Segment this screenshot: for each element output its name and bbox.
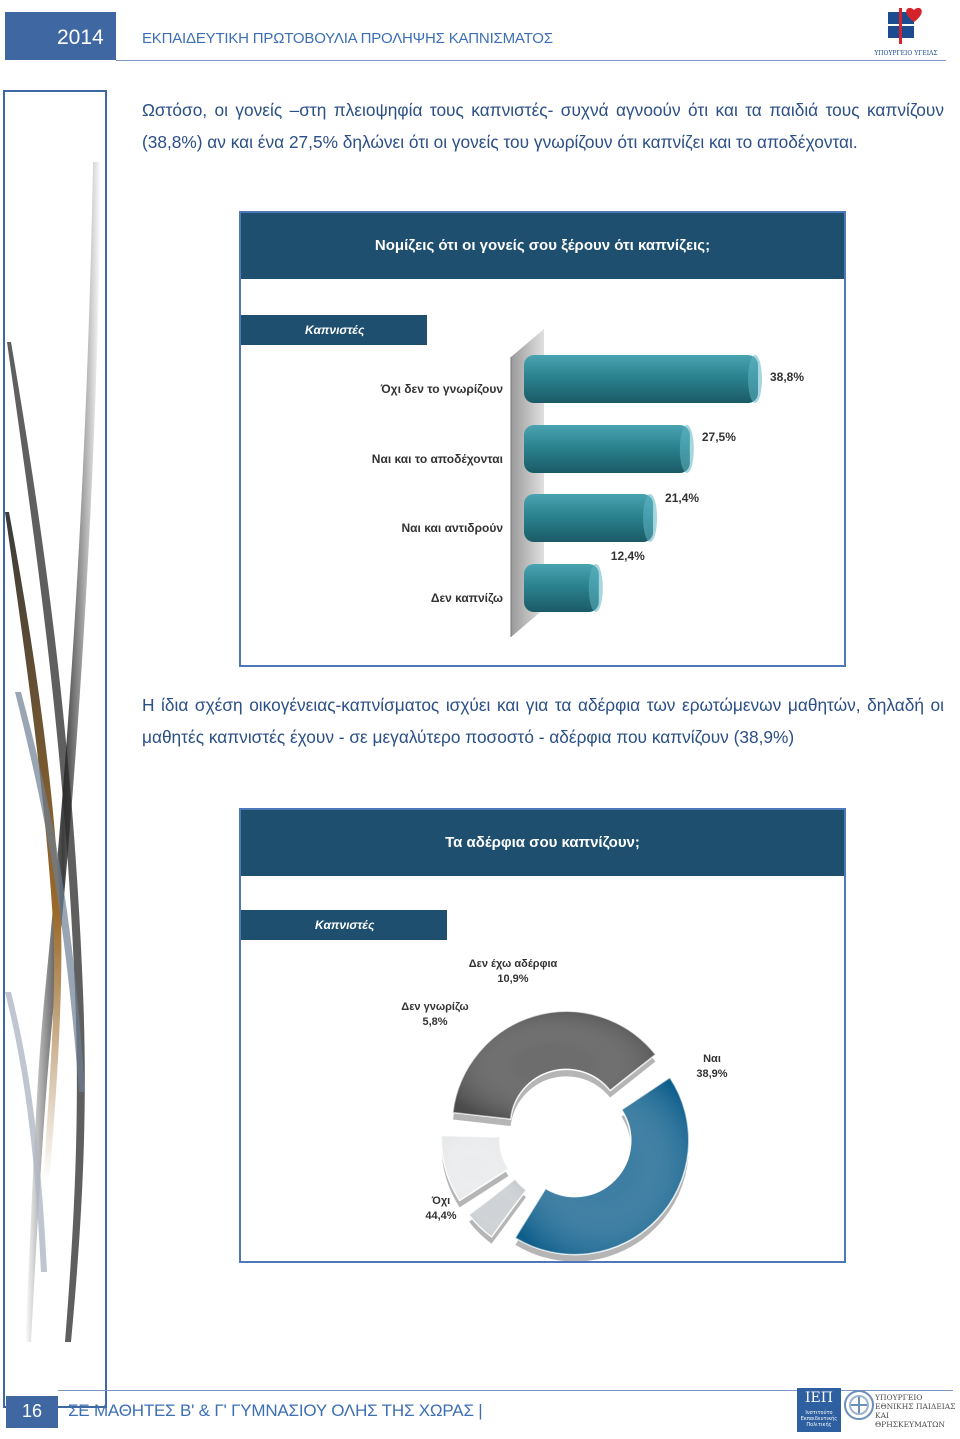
bar-cap: [589, 564, 603, 612]
chart-group-label: Καπνιστές: [305, 323, 365, 337]
bar: [524, 355, 758, 403]
bar-category-label: Δεν καπνίζω: [430, 591, 503, 605]
ministry-caption: ΥΠΟΥΡΓΕΙΟ ΥΓΕΙΑΣ: [874, 50, 938, 57]
slice-category-label: Δεν έχω αδέρφια: [468, 958, 558, 970]
footer-text: ΣΕ ΜΑΘΗΤΕΣ Β' & Γ' ΓΥΜΝΑΣΙΟΥ ΟΛΗΣ ΤΗΣ ΧΩΡΑΣ |: [68, 1401, 483, 1420]
slice-value-label: 44,4%: [425, 1210, 457, 1222]
slice-value-label: 38,9%: [696, 1068, 728, 1080]
page-number: 16: [21, 1401, 43, 1421]
decorative-swoosh-band: [5, 92, 105, 1406]
page-header: [0, 0, 960, 70]
header-rule: [116, 60, 946, 61]
siblings-smoke-chart: [239, 808, 846, 1263]
chart-title: Νομίζεις ότι οι γονείς σου ξέρουν ότι καπνίζεις;: [241, 213, 844, 279]
iep-logo: [797, 1388, 841, 1432]
ministry-of-education-text: ΥΠΟΥΡΓΕΙΟ ΕΘΝΙΚΗΣ ΠΑΙΔΕΙΑΣ ΚΑΙ ΘΡΗΣΚΕΥΜΑΤΩΝ: [875, 1393, 956, 1429]
bar: [524, 494, 653, 542]
bar-category-label: Ναι και αντιδρούν: [401, 521, 503, 535]
bar-category-label: Ναι και το αποδέχονται: [371, 452, 503, 466]
header-year: 2014: [57, 26, 104, 49]
iep-logo-text: ΙΕΠ: [805, 1390, 833, 1406]
slice-value-label: 10,9%: [497, 973, 529, 985]
bar-value-label: 21,4%: [665, 491, 700, 505]
bar-value-label: 12,4%: [610, 549, 645, 563]
slice-category-label: Δεν γνωρίζω: [401, 1001, 469, 1013]
bar-value-label: 27,5%: [701, 430, 736, 444]
parents-know-chart: [239, 211, 846, 667]
bar: [524, 564, 599, 612]
iep-logo-subtext: Ινστιτούτο Εκπαιδευτικής Πολιτικής: [800, 1410, 838, 1428]
chart-title: Τα αδέρφια σου καπνίζουν;: [241, 810, 844, 876]
bar-cap: [748, 355, 762, 403]
slice-value-label: 5,8%: [422, 1016, 448, 1028]
chart-group-label: Καπνιστές: [315, 918, 375, 932]
doughnut-chart-plot: [241, 810, 844, 1261]
page-number-box: [6, 1396, 58, 1428]
greek-seal-icon: [843, 1389, 875, 1421]
bar-category-label: Όχι δεν το γνωρίζουν: [380, 382, 503, 396]
bar-cap: [680, 425, 694, 473]
paragraph-parents-awareness: Ωστόσο, οι γονείς –στη πλειοψηφία τους καπνιστές- συχνά αγνοούν ότι και τα παιδιά τους καπνίζουν (38,8%) αν και ένα 27,5% δηλώνει ότι οι γονείς του γνωρίζουν ότι καπνίζει και το αποδέχονται.: [142, 100, 944, 152]
slice-category-label: Όχι: [431, 1195, 451, 1207]
paragraph-siblings: Η ίδια σχέση οικογένειας-καπνίσματος ισχύει και για τα αδέρφια των ερωτώμενων μαθητών, δηλαδή οι μαθητές καπνιστές έχουν - σε μεγαλύτερο ποσοστό - αδέρφια που καπνίζουν (38,9%): [142, 695, 944, 747]
slice-category-label: Ναι: [703, 1053, 721, 1065]
header-title: ΕΚΠΑΙΔΕΥΤΙΚΗ ΠΡΩΤΟΒΟΥΛΙΑ ΠΡΟΛΗΨΗΣ ΚΑΠΝΙΣΜΑΤΟΣ: [142, 30, 553, 47]
bar-chart-plot: [241, 213, 844, 665]
bar: [524, 425, 690, 473]
bar-value-label: 38,8%: [770, 370, 805, 384]
slice-highlight: [515, 1078, 688, 1255]
bar-cap: [643, 494, 657, 542]
